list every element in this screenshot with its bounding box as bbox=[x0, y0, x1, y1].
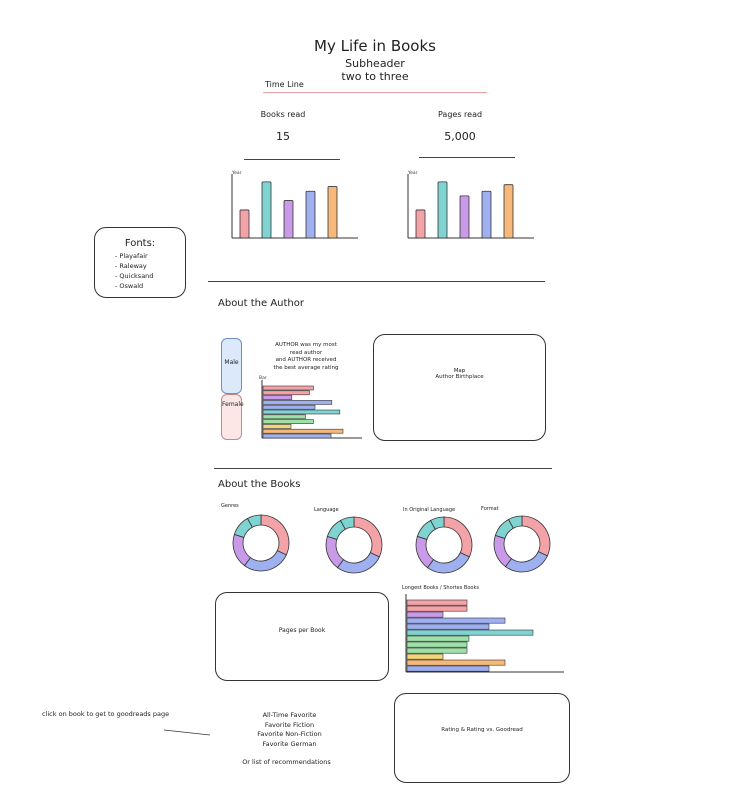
bar bbox=[407, 642, 467, 647]
bar bbox=[407, 618, 505, 623]
bar bbox=[438, 182, 447, 238]
map-placeholder[interactable] bbox=[373, 334, 546, 441]
font-item: - Playafair bbox=[115, 251, 185, 261]
longest-shortest-title: Longest Books / Shortes Books bbox=[402, 585, 479, 591]
bar bbox=[407, 630, 533, 635]
page-subheader-2: two to three bbox=[341, 70, 409, 83]
goodreads-click-note: click on book to get to goodreads page bbox=[42, 710, 170, 718]
fonts-title: Fonts: bbox=[124, 238, 156, 249]
author-horizontal-bar-chart bbox=[256, 376, 366, 440]
author-note-line: AUTHOR was my most bbox=[275, 342, 337, 348]
author-note bbox=[262, 342, 350, 372]
section-divider bbox=[214, 468, 552, 469]
kpi-pages-value: 5,000 bbox=[444, 130, 476, 143]
timeline-bar[interactable] bbox=[263, 92, 487, 93]
bar bbox=[460, 196, 469, 238]
gender-female-block[interactable] bbox=[221, 394, 242, 440]
author-heading: About the Author bbox=[218, 298, 305, 309]
bar bbox=[263, 424, 291, 428]
bar bbox=[482, 191, 491, 238]
bar bbox=[263, 386, 313, 390]
books-per-year-chart bbox=[226, 168, 362, 244]
gender-male-label: Male bbox=[224, 359, 239, 366]
bar bbox=[262, 182, 271, 238]
bar bbox=[328, 187, 337, 238]
kpi-pages-label: Pages read bbox=[437, 110, 483, 119]
kpi-books-underline bbox=[244, 159, 340, 160]
format-donut-chart bbox=[492, 514, 552, 574]
pages-per-book-label: Pages per Book bbox=[278, 627, 326, 634]
favorite-all-time[interactable]: All-Time Favorite bbox=[262, 711, 317, 719]
font-item: - Raleway bbox=[115, 261, 185, 271]
bar bbox=[416, 210, 425, 238]
donut-title-original-language: In Original Language bbox=[403, 507, 456, 513]
donut-slice bbox=[522, 516, 550, 556]
books-heading: About the Books bbox=[218, 479, 301, 490]
original-language-donut-chart bbox=[414, 515, 474, 575]
bar bbox=[263, 391, 309, 395]
bar bbox=[407, 600, 467, 605]
bar bbox=[284, 201, 293, 238]
bar bbox=[407, 648, 467, 653]
pages-per-book-box[interactable] bbox=[215, 592, 389, 681]
font-item: - Oswald bbox=[115, 281, 185, 291]
y-axis-label: Year bbox=[408, 171, 418, 176]
fonts-box bbox=[94, 227, 186, 298]
genres-donut-chart bbox=[231, 513, 291, 573]
author-note-line: the best average rating bbox=[273, 364, 339, 371]
kpi-books-label: Books read bbox=[260, 110, 306, 119]
donut-title-genres: Genres bbox=[221, 503, 239, 509]
annotation-arrow-line bbox=[164, 728, 214, 738]
fonts-list bbox=[115, 251, 185, 291]
map-sublabel: Author Birthplace bbox=[435, 374, 484, 380]
favorites-list bbox=[232, 711, 347, 749]
bar bbox=[263, 434, 331, 438]
bar bbox=[263, 415, 305, 419]
bar bbox=[263, 405, 315, 409]
bar bbox=[407, 612, 443, 617]
favorite-fiction[interactable]: Favorite Fiction bbox=[264, 720, 315, 729]
bar bbox=[407, 660, 505, 665]
donut-slice bbox=[416, 536, 433, 567]
timeline-label: Time Line bbox=[265, 80, 304, 89]
donut-slice bbox=[245, 551, 287, 571]
language-donut-chart bbox=[324, 515, 384, 575]
donut-slice bbox=[444, 517, 472, 557]
donut-slice bbox=[428, 553, 470, 573]
favorite-non-fiction[interactable]: Favorite Non-Fiction bbox=[257, 730, 322, 738]
donut-slice bbox=[494, 535, 511, 566]
bar bbox=[407, 606, 467, 611]
author-note-line: read author bbox=[289, 349, 323, 356]
y-axis-label: Bar bbox=[259, 376, 267, 381]
bar bbox=[306, 191, 315, 238]
font-item: - Quicksand bbox=[115, 271, 185, 281]
gender-male-block[interactable] bbox=[221, 338, 242, 394]
donut-title-language: Language bbox=[314, 507, 339, 513]
kpi-pages-underline bbox=[419, 157, 515, 158]
page-title: My Life in Books bbox=[314, 37, 436, 55]
bar bbox=[263, 396, 292, 400]
bar bbox=[263, 420, 313, 424]
favorite-german[interactable]: Favorite German bbox=[262, 739, 317, 748]
bar bbox=[407, 654, 443, 659]
rating-box-label: Rating & Rating vs. Goodread bbox=[441, 727, 523, 733]
kpi-books-value: 15 bbox=[276, 130, 290, 143]
bar bbox=[407, 624, 489, 629]
donut-slice bbox=[354, 517, 382, 557]
bar bbox=[504, 185, 513, 238]
y-axis-label: Year bbox=[232, 171, 242, 176]
longest-shortest-bar-chart bbox=[402, 594, 567, 674]
bar bbox=[263, 429, 343, 433]
bar bbox=[240, 210, 249, 238]
bar bbox=[407, 636, 469, 641]
map-label: Map bbox=[453, 368, 466, 374]
section-divider bbox=[208, 281, 545, 282]
page-subheader: Subheader bbox=[345, 57, 405, 70]
donut-slice bbox=[233, 534, 250, 565]
donut-slice bbox=[506, 552, 548, 572]
bar bbox=[263, 400, 332, 404]
donut-slice bbox=[338, 553, 380, 573]
donut-title-format: Format bbox=[481, 506, 499, 512]
donut-slice bbox=[326, 536, 343, 567]
recommendations-label: Or list of recommendations bbox=[242, 758, 331, 766]
gender-female-label: Female bbox=[222, 401, 244, 408]
bar bbox=[263, 410, 340, 414]
rating-box[interactable] bbox=[394, 693, 570, 783]
author-note-line: and AUTHOR received bbox=[275, 357, 337, 363]
bar bbox=[407, 666, 489, 671]
donut-slice bbox=[261, 515, 289, 555]
pages-per-year-chart bbox=[402, 168, 538, 244]
